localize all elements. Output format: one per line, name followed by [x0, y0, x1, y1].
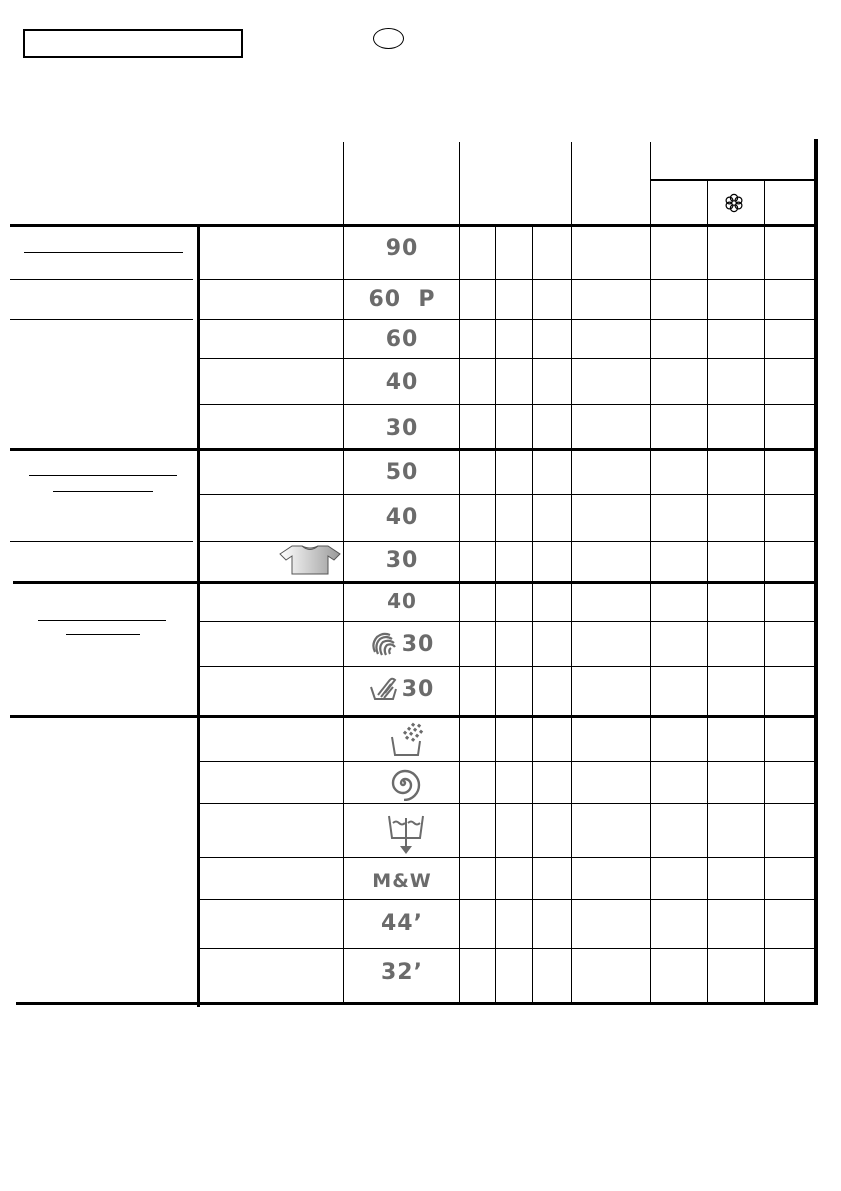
temp-label: 30 — [401, 632, 435, 657]
temp-label: 30 — [401, 677, 435, 702]
label-underline — [66, 634, 140, 635]
label-underline — [38, 620, 166, 621]
group-divider — [10, 448, 818, 451]
label-underline — [24, 252, 183, 253]
row-divider — [200, 803, 816, 804]
row-divider — [200, 494, 816, 495]
row-divider — [200, 279, 816, 280]
table-right-border — [814, 139, 818, 1005]
temp-label: 40 — [385, 505, 419, 530]
row-divider — [200, 404, 816, 405]
wool-icon — [369, 630, 399, 658]
temp-label: 40 — [385, 370, 419, 395]
row-divider — [200, 666, 816, 667]
group-divider — [13, 581, 818, 584]
row-divider — [200, 857, 816, 858]
label-underline — [53, 491, 153, 492]
label-underline — [29, 475, 177, 476]
temp-label: 40 — [387, 589, 417, 613]
row-divider — [200, 948, 816, 949]
group-divider — [10, 715, 818, 718]
col-divider — [197, 226, 200, 1007]
temp-label: 60 P — [368, 287, 436, 312]
col-divider — [571, 142, 572, 1003]
temp-label: 44’ — [381, 911, 423, 936]
col-divider — [764, 180, 765, 1003]
header-bottom-line — [10, 224, 818, 227]
spin-icon — [385, 765, 421, 801]
row-divider — [200, 319, 816, 320]
row-divider — [200, 621, 816, 622]
drain-icon — [386, 810, 426, 856]
temp-label: 50 — [385, 460, 419, 485]
col-divider — [532, 226, 533, 1003]
row-divider — [200, 899, 816, 900]
temp-label: 30 — [385, 548, 419, 573]
temp-label: 30 — [385, 416, 419, 441]
row-divider — [10, 541, 193, 542]
handwash-icon — [369, 673, 401, 703]
col-divider — [650, 142, 651, 1003]
rinse-icon — [388, 721, 426, 759]
table-bottom-line — [16, 1002, 818, 1005]
shirt-icon — [278, 544, 342, 580]
row-divider — [10, 319, 193, 320]
row-divider — [200, 761, 816, 762]
temp-label: 32’ — [381, 960, 423, 985]
col-divider — [707, 180, 708, 1003]
row-divider — [10, 279, 193, 280]
flower-icon — [723, 192, 745, 214]
row-divider — [200, 541, 816, 542]
col-divider — [495, 226, 496, 1003]
temp-label: M&W — [372, 870, 432, 892]
header-subline — [650, 179, 816, 181]
temp-label: 60 — [385, 327, 419, 352]
row-divider — [200, 358, 816, 359]
temp-label: 90 — [385, 236, 419, 261]
